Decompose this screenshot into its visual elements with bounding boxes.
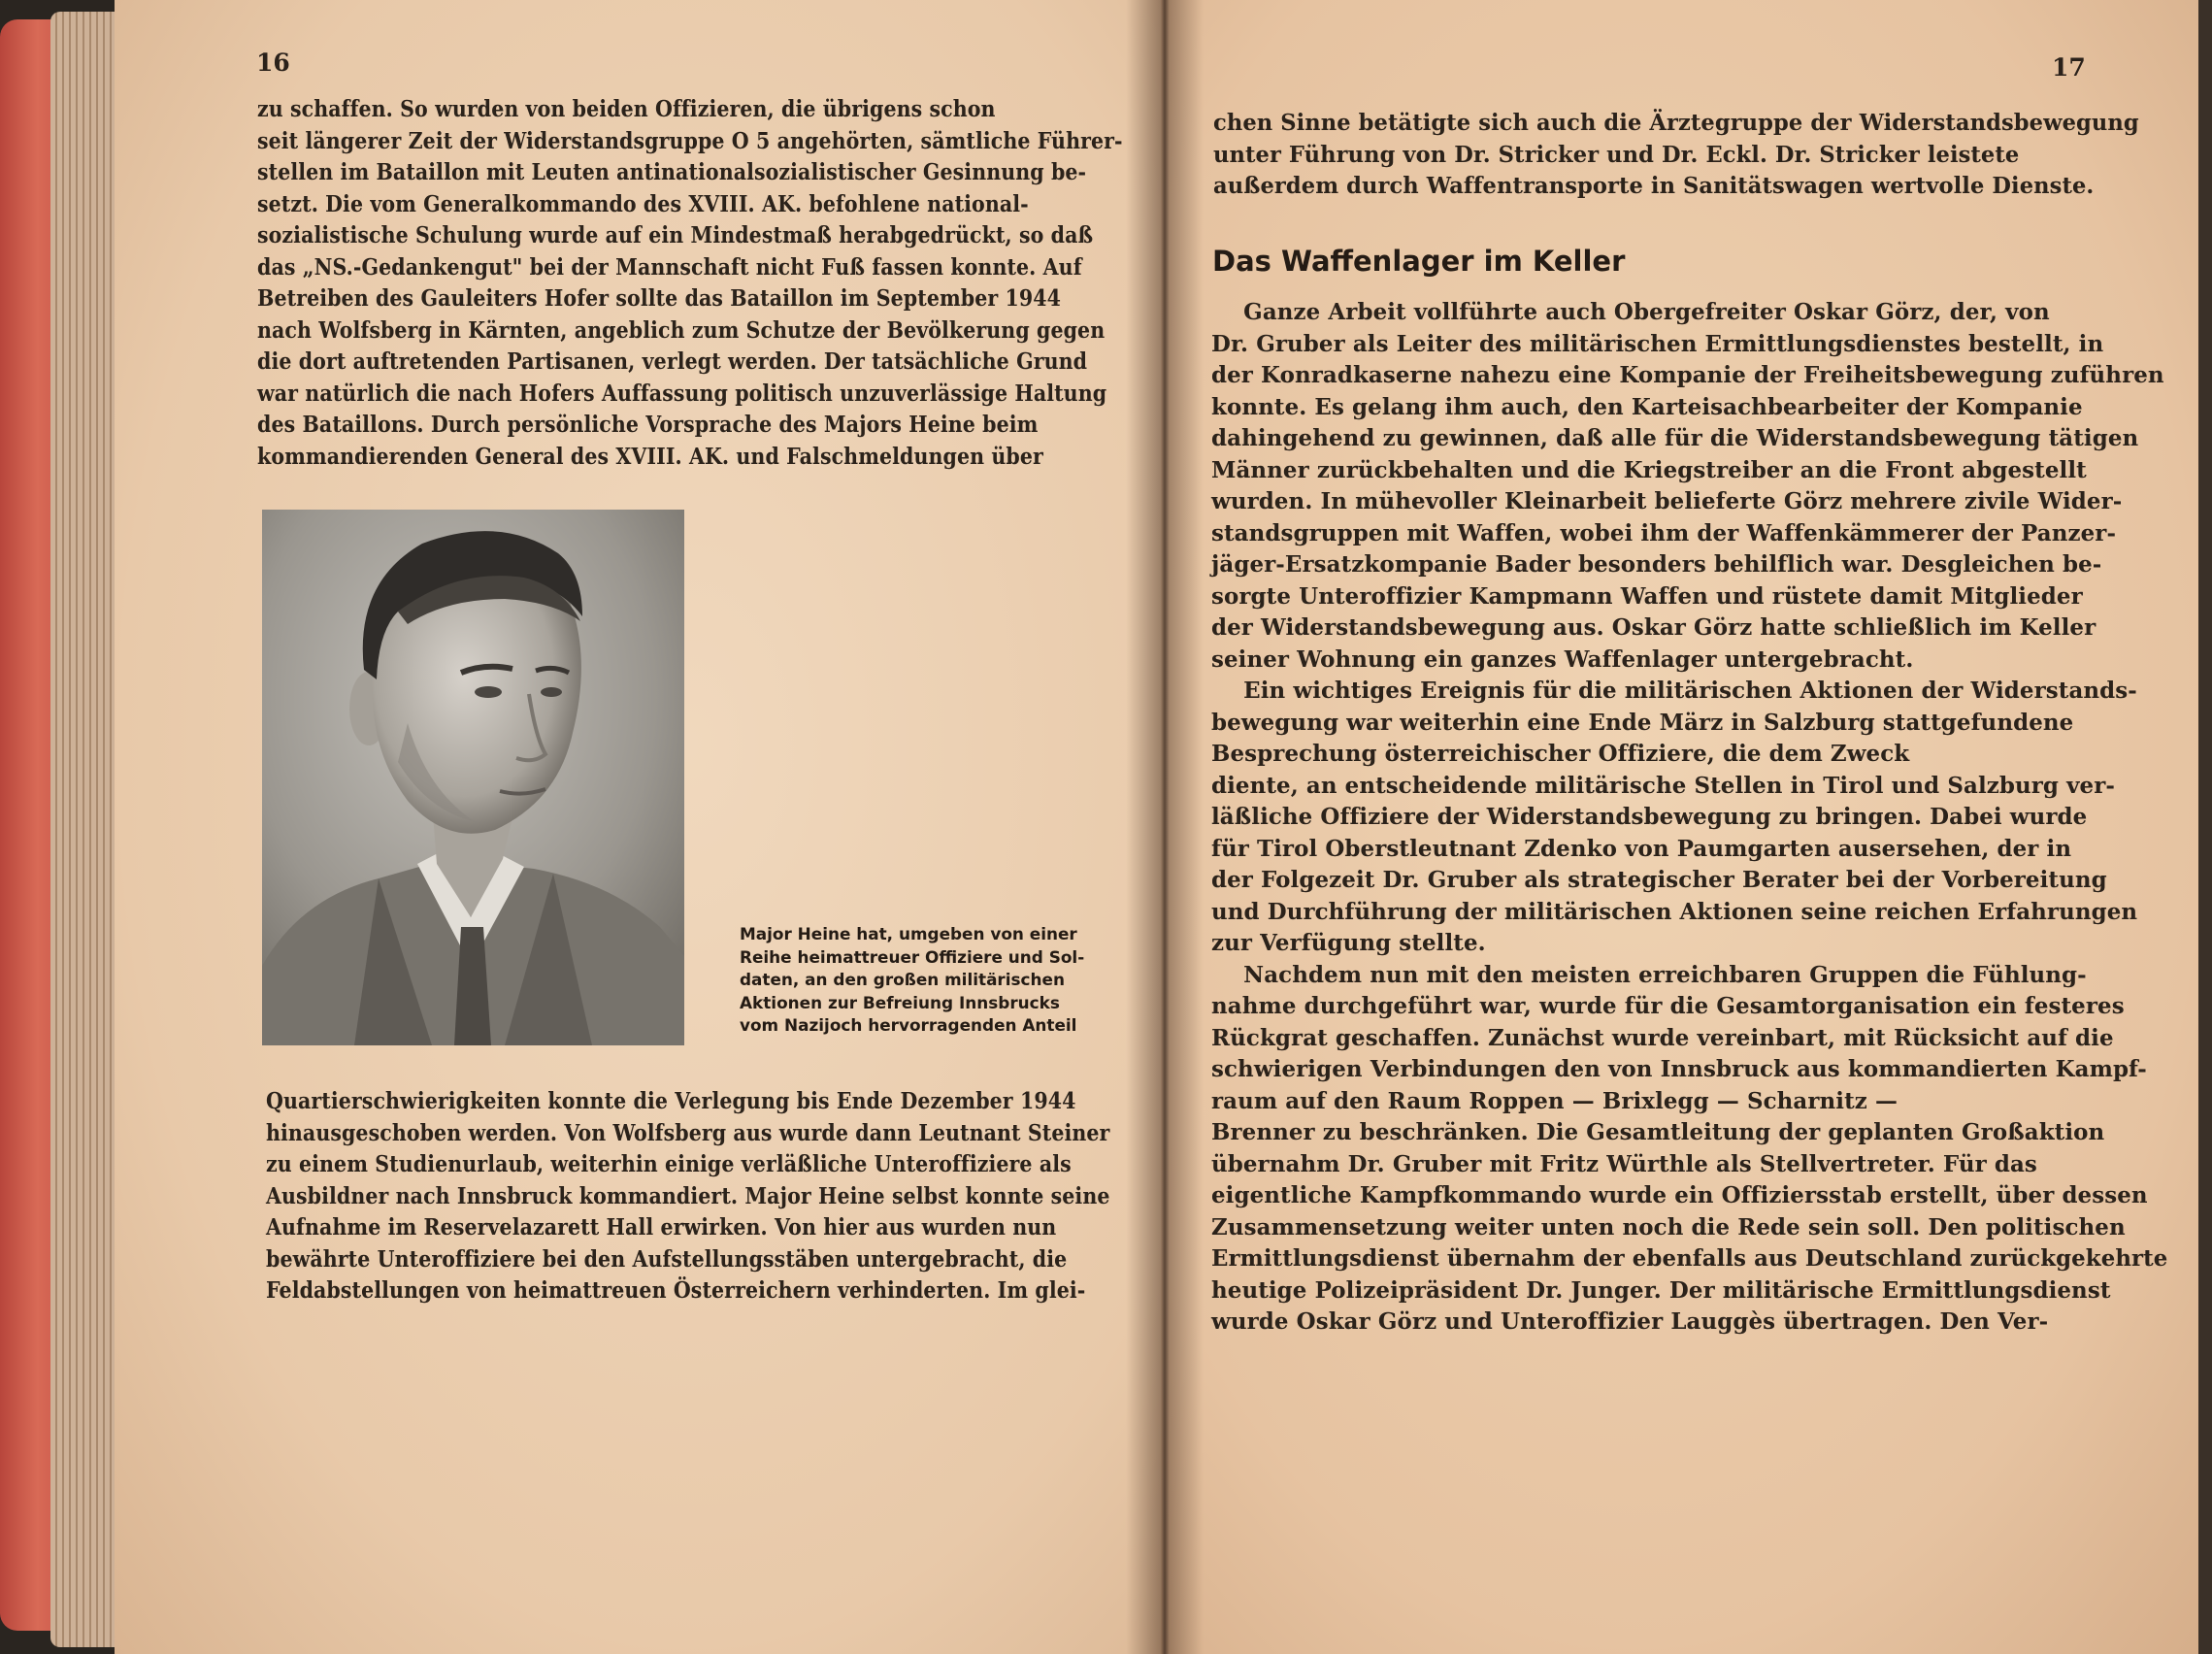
caption-line: daten, an den großen militärischen	[740, 971, 1065, 990]
text-line: Dr. Gruber als Leiter des militärischen Ermittlungsdienstes bestellt, in	[1211, 329, 2104, 357]
text-line: für Tirol Oberstleutnant Zdenko von Paumgarten ausersehen, der in	[1211, 834, 2072, 862]
section-heading: Das Waffenlager im Keller	[1212, 245, 1626, 278]
text-line: Feldabstellungen von heimattreuen Österreichern verhinderten. Im glei-	[266, 1276, 1086, 1304]
text-line: nahme durchgeführt war, wurde für die Gesamtorganisation ein festeres	[1211, 992, 2125, 1019]
text-line: seiner Wohnung ein ganzes Waffenlager untergebracht.	[1211, 645, 1914, 673]
text-line: zu schaffen. So wurden von beiden Offizieren, die übrigens schon	[257, 95, 996, 122]
page-number-right: 17	[2052, 53, 2086, 82]
text-line: und Durchführung der militärischen Aktionen seine reichen Erfahrungen	[1211, 897, 2138, 925]
caption-line: vom Nazijoch hervorragenden Anteil	[740, 1016, 1077, 1036]
text-line: setzt. Die vom Generalkommando des XVIII. AK. befohlene national-	[257, 189, 1029, 217]
text-line: standsgruppen mit Waffen, wobei ihm der Waffenkämmerer der Panzer-	[1211, 518, 2117, 546]
left-page	[115, 0, 1161, 1654]
caption-line: Major Heine hat, umgeben von einer	[740, 925, 1077, 944]
text-line: Ermittlungsdienst übernahm der ebenfalls aus Deutschland zurückgekehrte	[1211, 1244, 2168, 1272]
text-line: Brenner zu beschränken. Die Gesamtleitung der geplanten Großaktion	[1211, 1118, 2105, 1145]
page-stack-edge	[50, 12, 124, 1647]
text-line: Ganze Arbeit vollführte auch Obergefreiter Oskar Görz, der, von	[1243, 298, 2050, 325]
portrait-illustration	[262, 510, 684, 1045]
text-line: war natürlich die nach Hofers Auffassung politisch unzuverlässige Haltung	[257, 379, 1107, 407]
text-line: eigentliche Kampfkommando wurde ein Offiziersstab erstellt, über dessen	[1211, 1181, 2148, 1208]
right-text-body	[1211, 296, 2192, 1338]
text-line: kommandierenden General des XVIII. AK. und Falschmeldungen über	[257, 442, 1043, 470]
text-line: außerdem durch Waffentransporte in Sanitätswagen wertvolle Dienste.	[1213, 172, 2095, 199]
right-text-top	[1213, 107, 2184, 202]
text-line: der Folgezeit Dr. Gruber als strategischer Berater bei der Vorbereitung	[1211, 866, 2107, 893]
text-line: zu einem Studienurlaub, weiterhin einige verläßliche Unteroffiziere als	[266, 1150, 1072, 1177]
text-line: Nachdem nun mit den meisten erreichbaren Gruppen die Fühlung-	[1243, 960, 2087, 988]
text-line: seit längerer Zeit der Widerstandsgruppe O 5 angehörten, sämtliche Führer-	[257, 126, 1123, 154]
text-line: konnte. Es gelang ihm auch, den Karteisachbearbeiter der Kompanie	[1211, 392, 2083, 420]
text-line: Ein wichtiges Ereignis für die militärischen Aktionen der Widerstands-	[1243, 677, 2137, 704]
left-text-bottom	[266, 1085, 1266, 1307]
text-line: chen Sinne betätigte sich auch die Ärztegruppe der Widerstandsbewegung	[1213, 109, 2139, 136]
text-line: stellen im Bataillon mit Leuten antinationalsozialistischer Gesinnung be-	[257, 158, 1087, 185]
caption-line: Reihe heimattreuer Offiziere und Sol-	[740, 947, 1085, 968]
text-line: der Konradkaserne nahezu eine Kompanie der Freiheitsbewegung zuführen	[1211, 361, 2164, 388]
text-line: nach Wolfsberg in Kärnten, angeblich zum Schutze der Bevölkerung gegen	[257, 315, 1106, 344]
text-line: Aufnahme im Reservelazarett Hall erwirken. Von hier aus wurden nun	[266, 1213, 1057, 1240]
text-line: Quartierschwierigkeiten konnte die Verlegung bis Ende Dezember 1944	[266, 1087, 1076, 1114]
text-line: bewegung war weiterhin eine Ende März in Salzburg stattgefundene	[1211, 708, 2074, 736]
text-line: schwierigen Verbindungen den von Innsbruck aus kommandierten Kampf-	[1211, 1055, 2147, 1082]
text-line: Besprechung österreichischer Offiziere, die dem Zweck	[1211, 740, 1910, 767]
caption-line: Aktionen zur Befreiung Innsbrucks	[740, 993, 1060, 1013]
text-line: die dort auftretenden Partisanen, verlegt werden. Der tatsächliche Grund	[257, 347, 1088, 375]
text-line: heutige Polizeipräsident Dr. Junger. Der militärische Ermittlungsdienst	[1211, 1275, 2111, 1304]
text-line: der Widerstandsbewegung aus. Oskar Görz hatte schließlich im Keller	[1211, 613, 2096, 641]
text-line: Zusammensetzung weiter unten noch die Rede sein soll. Den politischen	[1211, 1212, 2126, 1240]
text-line: Rückgrat geschaffen. Zunächst wurde vereinbart, mit Rücksicht auf die	[1211, 1023, 2114, 1051]
text-line: raum auf den Raum Roppen — Brixlegg — Scharnitz —	[1211, 1086, 1898, 1114]
text-line: Männer zurückbehalten und die Kriegstreiber an die Front abgestellt	[1211, 455, 2087, 483]
text-line: sorgte Unteroffizier Kampmann Waffen und rüstete damit Mitglieder	[1211, 581, 2083, 610]
text-line: bewährte Unteroffiziere bei den Aufstellungsstäben untergebracht, die	[266, 1244, 1068, 1273]
background-edge	[2198, 0, 2212, 1654]
text-line: hinausgeschoben werden. Von Wolfsberg aus wurde dann Leutnant Steiner	[266, 1118, 1110, 1146]
text-line: wurde Oskar Görz und Unteroffizier Lauggès übertragen. Den Ver-	[1211, 1307, 2049, 1335]
text-line: übernahm Dr. Gruber mit Fritz Würthle als Stellvertreter. Für das	[1211, 1149, 2037, 1177]
text-line: des Bataillons. Durch persönliche Vorsprache des Majors Heine beim	[257, 411, 1039, 438]
text-line: sozialistische Schulung wurde auf ein Mindestmaß herabgedrückt, so daß	[257, 221, 1094, 248]
text-line: wurden. In mühevoller Kleinarbeit belieferte Görz mehrere zivile Wider-	[1211, 487, 2123, 514]
text-line: zur Verfügung stellte.	[1211, 929, 1486, 956]
text-line: diente, an entscheidende militärische Stellen in Tirol und Salzburg ver-	[1211, 771, 2115, 799]
text-line: Betreiben des Gauleiters Hofer sollte das Bataillon im September 1944	[257, 284, 1062, 312]
text-line: jäger-Ersatzkompanie Bader besonders behilflich war. Desgleichen be-	[1211, 550, 2102, 578]
portrait-photo	[262, 510, 684, 1045]
text-line: läßliche Offiziere der Widerstandsbewegung zu bringen. Dabei wurde	[1211, 803, 2088, 830]
text-line: unter Führung von Dr. Stricker und Dr. Eckl. Dr. Stricker leistete	[1213, 140, 2020, 168]
text-line: das „NS.-Gedankengut" bei der Mannschaft nicht Fuß fassen konnte. Auf	[257, 252, 1082, 281]
text-line: dahingehend zu gewinnen, daß alle für die Widerstandsbewegung tätigen	[1211, 424, 2139, 451]
page-number-left: 16	[256, 49, 290, 77]
text-line: Ausbildner nach Innsbruck kommandiert. Major Heine selbst konnte seine	[266, 1181, 1110, 1209]
photo-caption	[740, 924, 1136, 1039]
left-text-top	[257, 93, 1257, 472]
